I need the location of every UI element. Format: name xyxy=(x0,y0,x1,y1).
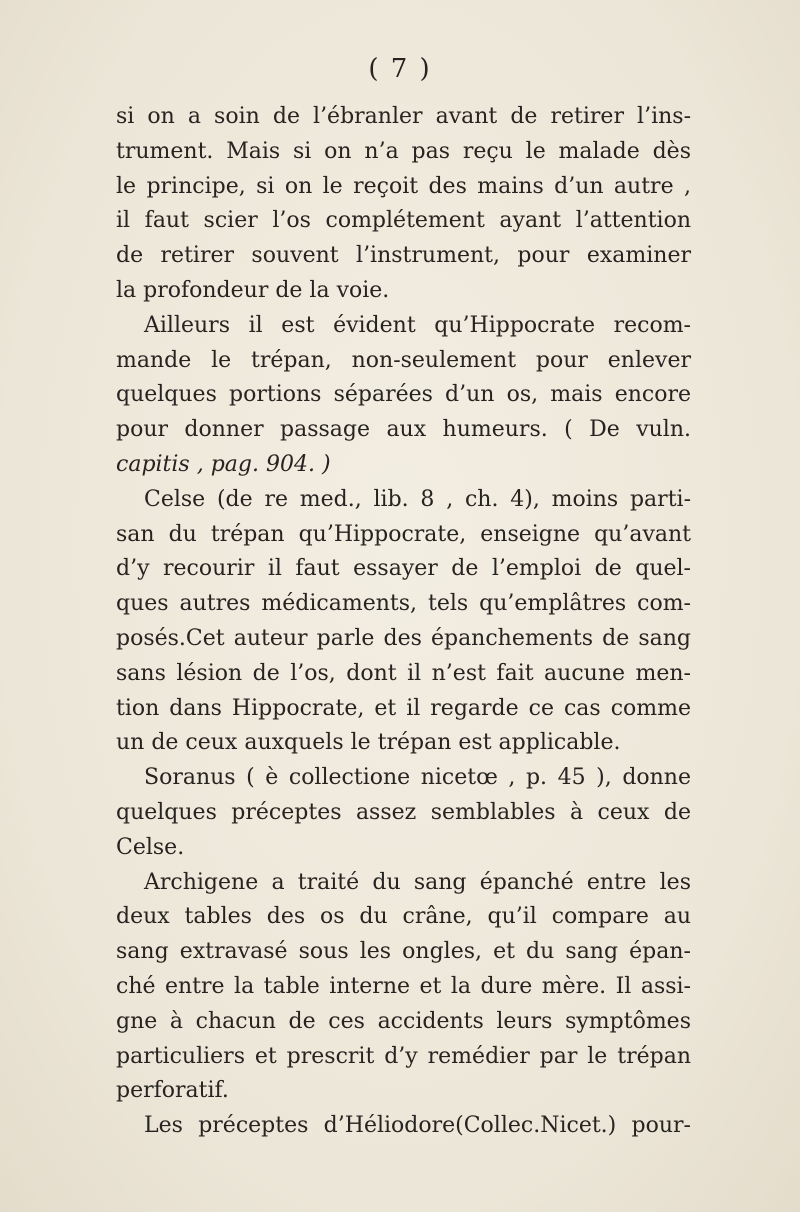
paragraph xyxy=(116,100,691,309)
text-line: Ailleurs il est évident qu’Hippocrate recom- xyxy=(144,312,691,338)
text-line: mande le trépan, non-seulement pour enlever xyxy=(116,347,691,373)
text-line: trument. Mais si on n’a pas reçu le malade dès xyxy=(116,138,691,164)
page-number: ( 7 ) xyxy=(368,54,432,84)
paragraph xyxy=(116,309,691,483)
text-line: sang extravasé sous les ongles, et du sang épan- xyxy=(116,939,691,965)
text-line: un de ceux auxquels le trépan est applicable. xyxy=(116,730,621,756)
text-line: d’y recourir il faut essayer de l’emploi de quel- xyxy=(116,556,691,582)
paragraph xyxy=(116,483,691,761)
text-line: ques autres médicaments, tels qu’emplâtres com- xyxy=(116,591,691,617)
paragraph xyxy=(116,1109,691,1144)
text-line: sans lésion de l’os, dont il n’est fait aucune men- xyxy=(116,660,691,686)
text-line: deux tables des os du crâne, qu’il compare au xyxy=(116,904,691,930)
text-line: quelques préceptes assez semblables à ceux de xyxy=(116,799,691,825)
text-line: Celse. xyxy=(116,834,185,860)
text-line: la profondeur de la voie. xyxy=(116,277,390,303)
text-line: Les préceptes d’Héliodore(Collec.Nicet.) pour- xyxy=(144,1113,691,1139)
text-line: pour donner passage aux humeurs. ( De vuln. xyxy=(116,417,691,443)
text-line: il faut scier l’os complétement ayant l’attention xyxy=(116,208,691,234)
text-line: ché entre la table interne et la dure mère. Il assi- xyxy=(116,973,691,999)
text-line: Celse (de re med., lib. 8 , ch. 4), moins parti- xyxy=(144,486,691,512)
text-line: si on a soin de l’ébranler avant de retirer l’ins- xyxy=(116,104,691,129)
text-line: Soranus ( è collectione nicetœ , p. 45 ), donne xyxy=(144,765,691,791)
paragraph xyxy=(116,866,691,1110)
text-line: posés.Cet auteur parle des épanchements de sang xyxy=(116,625,691,651)
text-line: capitis , pag. 904. ) xyxy=(116,451,331,477)
text-line: tion dans Hippocrate, et il regarde ce cas comme xyxy=(116,695,691,721)
text-line: perforatif. xyxy=(116,1078,229,1104)
text-line: Archigene a traité du sang épanché entre les xyxy=(144,869,691,895)
text-line: le principe, si on le reçoit des mains d’un autre , xyxy=(116,173,691,199)
body-text xyxy=(116,100,691,1144)
text-line: san du trépan qu’Hippocrate, enseigne qu’avant xyxy=(116,521,691,547)
text-line: gne à chacun de ces accidents leurs symptômes xyxy=(116,1008,691,1034)
text-line: de retirer souvent l’instrument, pour examiner xyxy=(116,243,691,269)
text-line: particuliers et prescrit d’y remédier par le trépan xyxy=(116,1043,691,1069)
paragraph xyxy=(116,761,691,865)
text-line: quelques portions séparées d’un os, mais encore xyxy=(116,382,691,408)
